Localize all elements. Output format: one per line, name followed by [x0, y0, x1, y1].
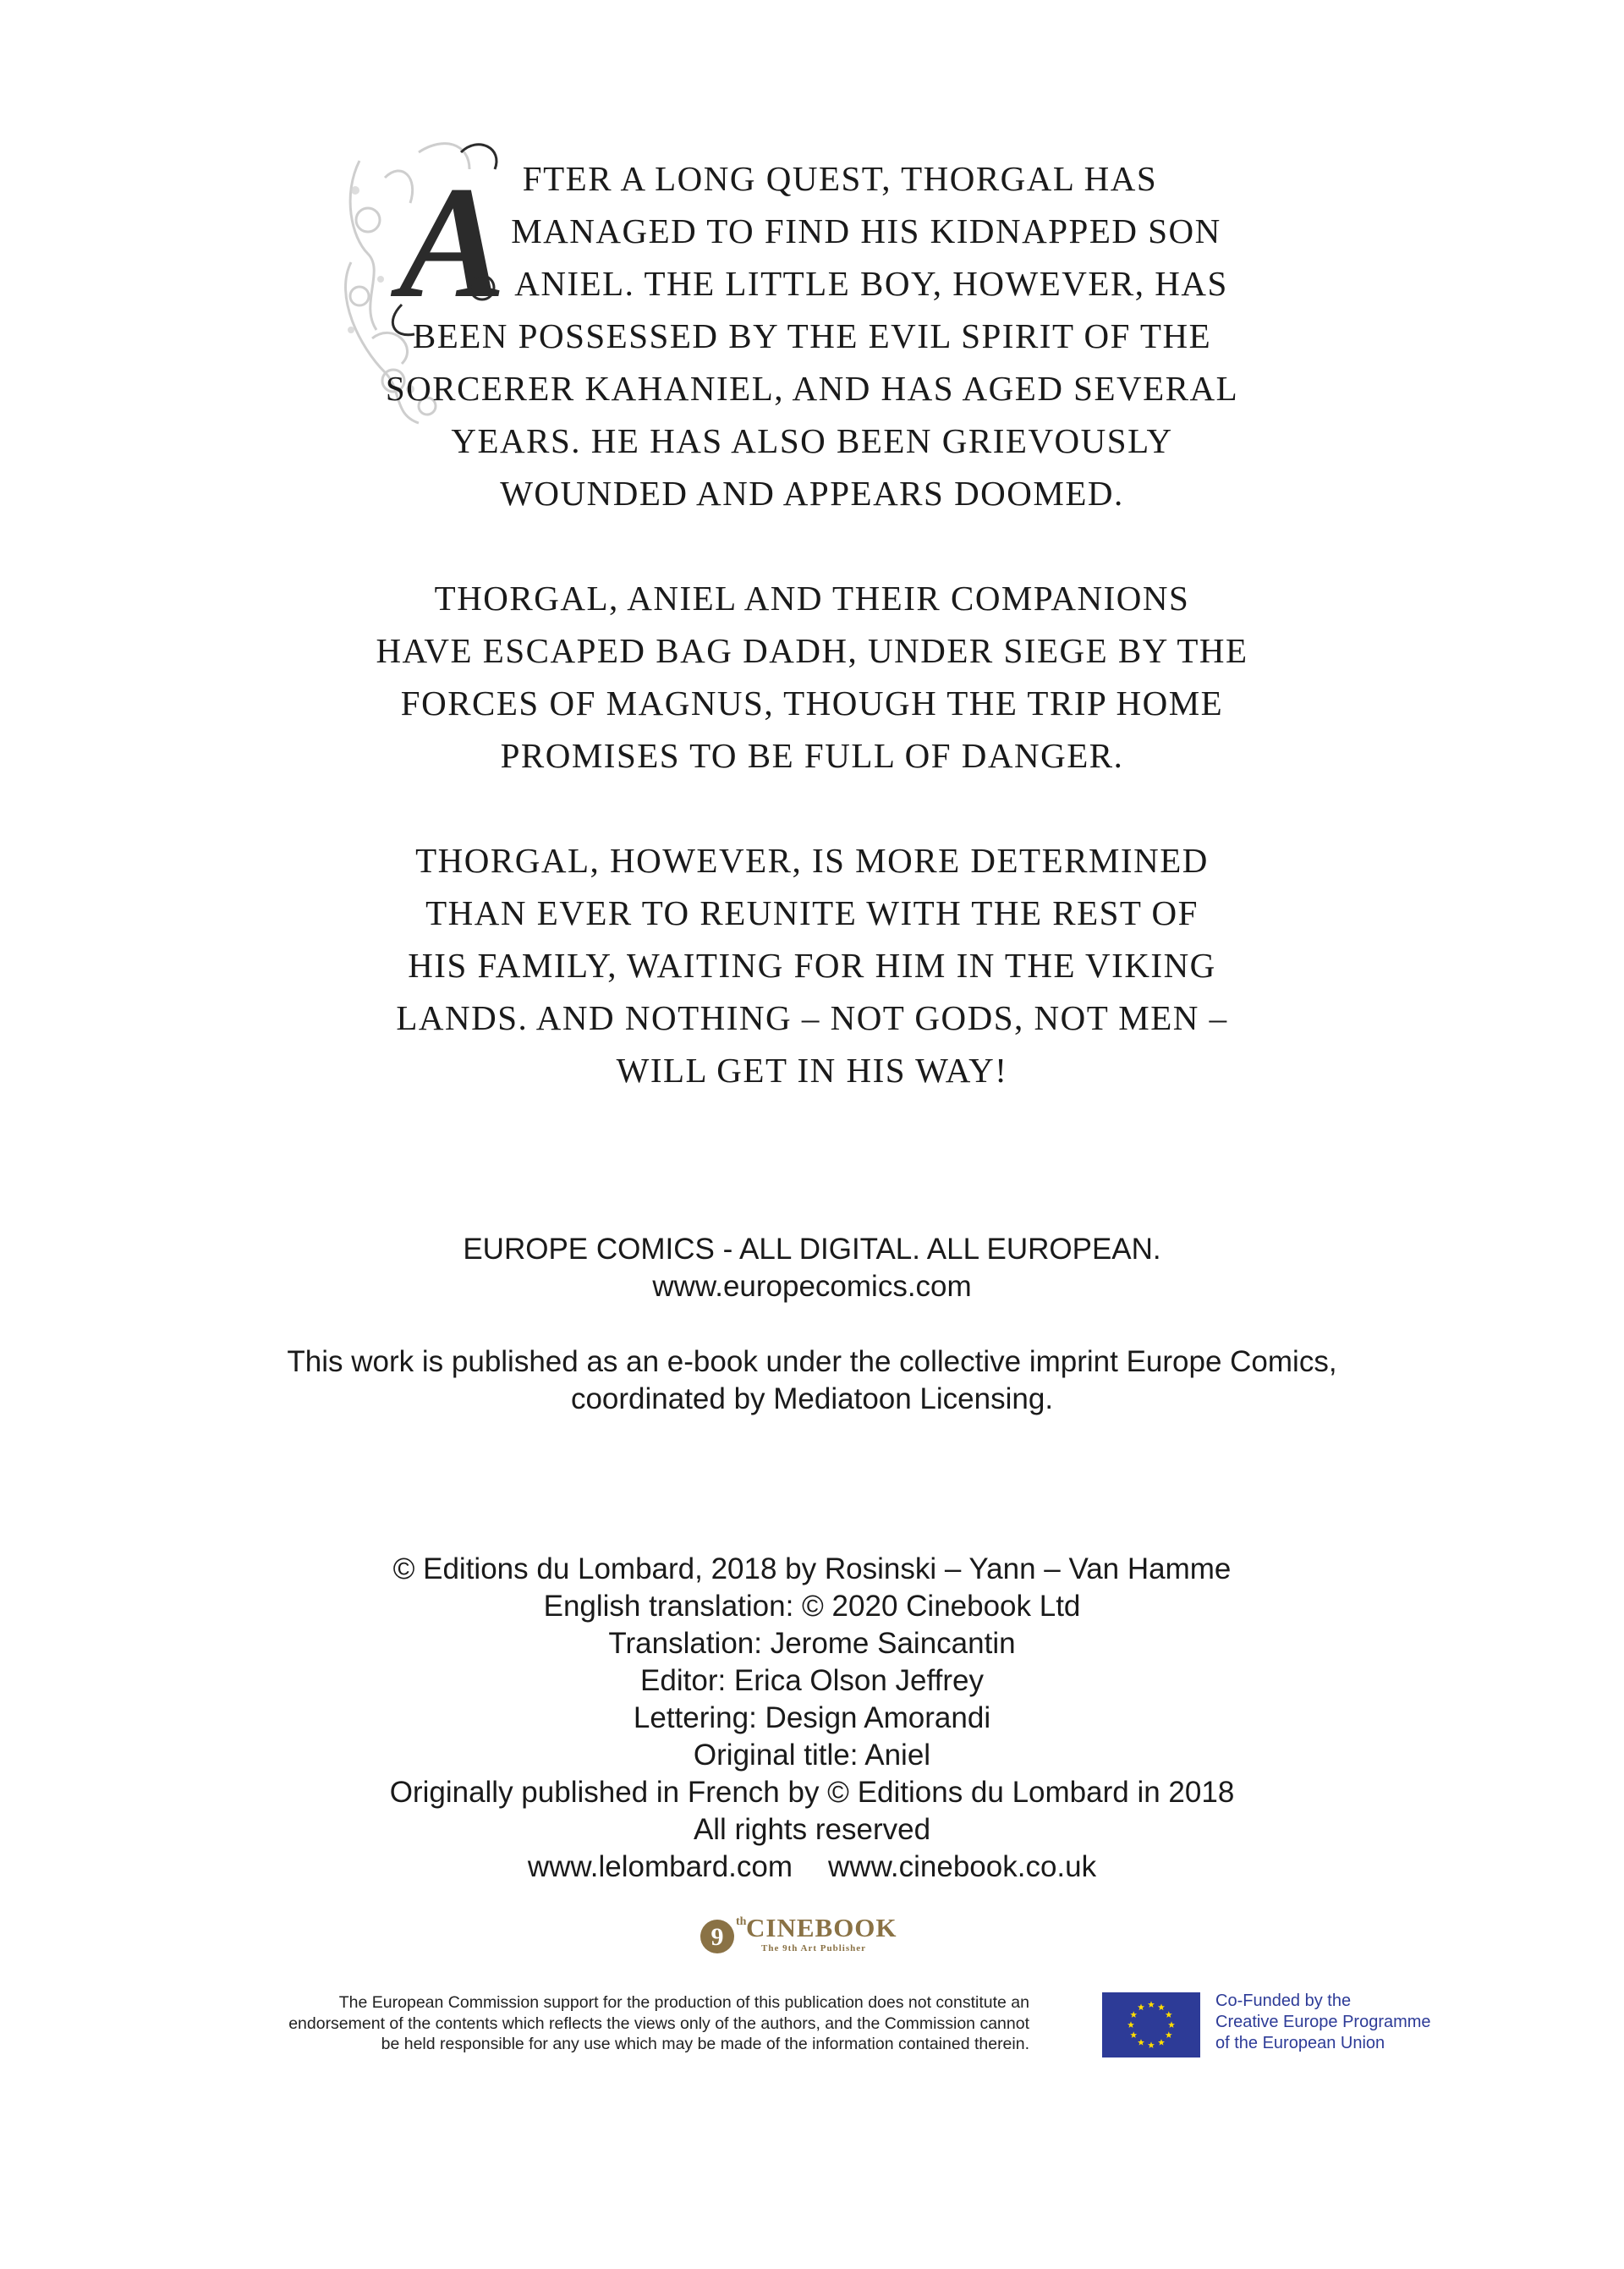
eu-star-icon	[1166, 2011, 1172, 2018]
synopsis-line: FORCES OF MAGNUS, THOUGH THE TRIP HOME	[400, 684, 1224, 722]
original-title-line: Original title: Aniel	[693, 1739, 931, 1772]
imprint-notice	[0, 1343, 1624, 1418]
dropcap-letter: A	[398, 154, 507, 332]
eu-star-icon	[1148, 2001, 1155, 2008]
cinebook-link[interactable]: www.cinebook.co.uk	[828, 1850, 1097, 1883]
eu-star-icon	[1138, 2004, 1144, 2011]
disclaimer-line: endorsement of the contents which reflects the views only of the authors, and the Commission cannot	[288, 2014, 1029, 2033]
svg-text:9: 9	[710, 1923, 724, 1951]
eu-star-icon	[1148, 2041, 1155, 2048]
synopsis-line: YEARS. HE HAS ALSO BEEN GRIEVOUSLY	[451, 421, 1173, 460]
eu-star-icon	[1138, 2039, 1144, 2046]
credits-block	[0, 1551, 1624, 1886]
synopsis-paragraph-1	[0, 152, 1624, 519]
imprint-line: coordinated by Mediatoon Licensing.	[570, 1382, 1054, 1415]
synopsis-line: PROMISES TO BE FULL OF DANGER.	[500, 736, 1124, 775]
synopsis-line: MANAGED TO FIND HIS KIDNAPPED SON	[511, 212, 1221, 250]
cofund-line: of the European Union	[1215, 2034, 1385, 2052]
eu-star-icon	[1127, 2021, 1134, 2028]
synopsis-line: ANIEL. THE LITTLE BOY, HOWEVER, HAS	[514, 264, 1228, 303]
publisher-links	[0, 1849, 1624, 1886]
synopsis-line: FTER A LONG QUEST, THORGAL HAS	[522, 159, 1158, 198]
lettering-line: Lettering: Design Amorandi	[633, 1701, 991, 1734]
eu-disclaimer	[288, 1992, 1029, 2055]
synopsis-line: WOUNDED AND APPEARS DOOMED.	[500, 474, 1124, 513]
synopsis-line: THORGAL, ANIEL AND THEIR COMPANIONS	[434, 579, 1190, 618]
disclaimer-line: The European Commission support for the production of this publication does not constitute an	[338, 1993, 1029, 2012]
synopsis-line: THAN EVER TO REUNITE WITH THE REST OF	[425, 893, 1199, 932]
europe-comics-link[interactable]: www.europecomics.com	[652, 1270, 972, 1303]
disclaimer-line: be held responsible for any use which may be made of the information contained therein.	[381, 2035, 1029, 2053]
synopsis-paragraph-2	[0, 572, 1624, 782]
eu-star-icon	[1158, 2039, 1165, 2046]
rights-line: All rights reserved	[693, 1813, 931, 1846]
synopsis-line: HIS FAMILY, WAITING FOR HIM IN THE VIKING	[408, 946, 1216, 985]
europe-comics-block	[0, 1231, 1624, 1305]
eu-star-icon	[1130, 2031, 1137, 2038]
svg-text:th: th	[736, 1915, 747, 1928]
imprint-line: This work is published as an e-book under the collective imprint Europe Comics,	[287, 1345, 1337, 1378]
synopsis-line: THORGAL, HOWEVER, IS MORE DETERMINED	[415, 841, 1209, 880]
eu-cofund-label	[1215, 1991, 1431, 2054]
synopsis-line: SORCERER KAHANIEL, AND HAS AGED SEVERAL	[385, 369, 1239, 408]
eu-star-icon	[1158, 2004, 1165, 2011]
editor-line: Editor: Erica Olson Jeffrey	[640, 1664, 984, 1697]
cofund-line: Co-Funded by the	[1215, 1992, 1352, 2010]
eu-star-icon	[1168, 2021, 1175, 2028]
translator-line: Translation: Jerome Saincantin	[608, 1627, 1016, 1660]
cofund-line: Creative Europe Programme	[1215, 2013, 1431, 2031]
cinebook-tagline: The 9th Art Publisher	[761, 1943, 866, 1953]
synopsis-line: HAVE ESCAPED BAG DADH, UNDER SIEGE BY THE	[376, 631, 1248, 670]
synopsis-line: BEEN POSSESSED BY THE EVIL SPIRIT OF THE	[412, 316, 1212, 355]
eu-star-icon	[1166, 2031, 1172, 2038]
europe-comics-tagline: EUROPE COMICS - ALL DIGITAL. ALL EUROPEAN.	[463, 1233, 1161, 1266]
cinebook-logo	[699, 1908, 919, 1960]
synopsis-line: LANDS. AND NOTHING – NOT GODS, NOT MEN –	[396, 998, 1228, 1037]
copyright-line: © Editions du Lombard, 2018 by Rosinski – Yann – Van Hamme	[392, 1552, 1232, 1585]
eu-flag-icon	[1102, 1992, 1200, 2057]
eu-star-icon	[1130, 2011, 1137, 2018]
lelombard-link[interactable]: www.lelombard.com	[527, 1850, 793, 1883]
english-translation-line: English translation: © 2020 Cinebook Ltd	[543, 1590, 1081, 1623]
synopsis-line: WILL GET IN HIS WAY!	[616, 1051, 1008, 1090]
cinebook-name: CINEBOOK	[746, 1913, 897, 1942]
original-publication-line: Originally published in French by © Editions du Lombard in 2018	[389, 1776, 1235, 1809]
synopsis-paragraph-3	[0, 834, 1624, 1096]
synopsis	[0, 152, 1624, 1149]
